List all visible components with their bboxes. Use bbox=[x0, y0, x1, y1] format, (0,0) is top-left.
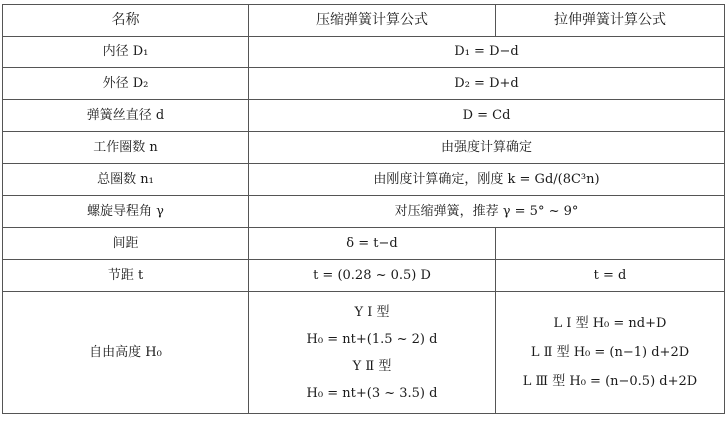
row-name: 间距 bbox=[3, 228, 249, 260]
free-height-tension bbox=[496, 292, 725, 414]
row-formula: 由强度计算确定 bbox=[249, 132, 725, 164]
table-header-row bbox=[3, 5, 725, 37]
row-name: 工作圈数 n bbox=[3, 132, 249, 164]
free-height-compression bbox=[249, 292, 496, 414]
row-formula: D = Cd bbox=[249, 100, 725, 132]
row-formula: D₁ = D−d bbox=[249, 37, 725, 68]
row-name: 内径 D₁ bbox=[3, 37, 249, 68]
header-compression: 压缩弹簧计算公式 bbox=[249, 5, 496, 37]
row-name: 螺旋导程角 γ bbox=[3, 196, 249, 228]
free-height-row bbox=[3, 292, 725, 414]
table-row bbox=[3, 164, 725, 196]
row-tension: t = d bbox=[496, 260, 725, 292]
row-formula: 对压缩弹簧，推荐 γ = 5° ~ 9° bbox=[249, 196, 725, 228]
compression-type-label: Y Ⅰ 型 bbox=[354, 304, 390, 320]
table-row bbox=[3, 132, 725, 164]
row-formula: 由刚度计算确定，刚度 k = Gd/(8C³n) bbox=[249, 164, 725, 196]
table-row bbox=[3, 228, 725, 260]
header-name: 名称 bbox=[3, 5, 249, 37]
table-row bbox=[3, 260, 725, 292]
row-name: 自由高度 H₀ bbox=[3, 292, 249, 414]
row-formula: D₂ = D+d bbox=[249, 68, 725, 100]
row-name: 弹簧丝直径 d bbox=[3, 100, 249, 132]
tension-formula: L Ⅲ 型 H₀ = (n−0.5) d+2D bbox=[522, 374, 698, 389]
spring-formula-table bbox=[2, 4, 725, 414]
header-tension: 拉伸弹簧计算公式 bbox=[496, 5, 725, 37]
compression-formula: H₀ = nt+(3 ~ 3.5) d bbox=[306, 385, 438, 401]
tension-formula: L Ⅰ 型 H₀ = nd+D bbox=[553, 316, 667, 331]
tension-formula: L Ⅱ 型 H₀ = (n−1) d+2D bbox=[530, 345, 690, 360]
row-name: 外径 D₂ bbox=[3, 68, 249, 100]
table-row bbox=[3, 196, 725, 228]
table-row bbox=[3, 100, 725, 132]
row-tension bbox=[496, 228, 725, 260]
row-compression: δ = t−d bbox=[249, 228, 496, 260]
row-name: 节距 t bbox=[3, 260, 249, 292]
compression-type-label: Y Ⅱ 型 bbox=[352, 358, 392, 374]
table-row bbox=[3, 68, 725, 100]
compression-formula: H₀ = nt+(1.5 ~ 2) d bbox=[306, 331, 438, 347]
row-name: 总圈数 n₁ bbox=[3, 164, 249, 196]
table-row bbox=[3, 37, 725, 68]
row-compression: t = (0.28 ~ 0.5) D bbox=[249, 260, 496, 292]
